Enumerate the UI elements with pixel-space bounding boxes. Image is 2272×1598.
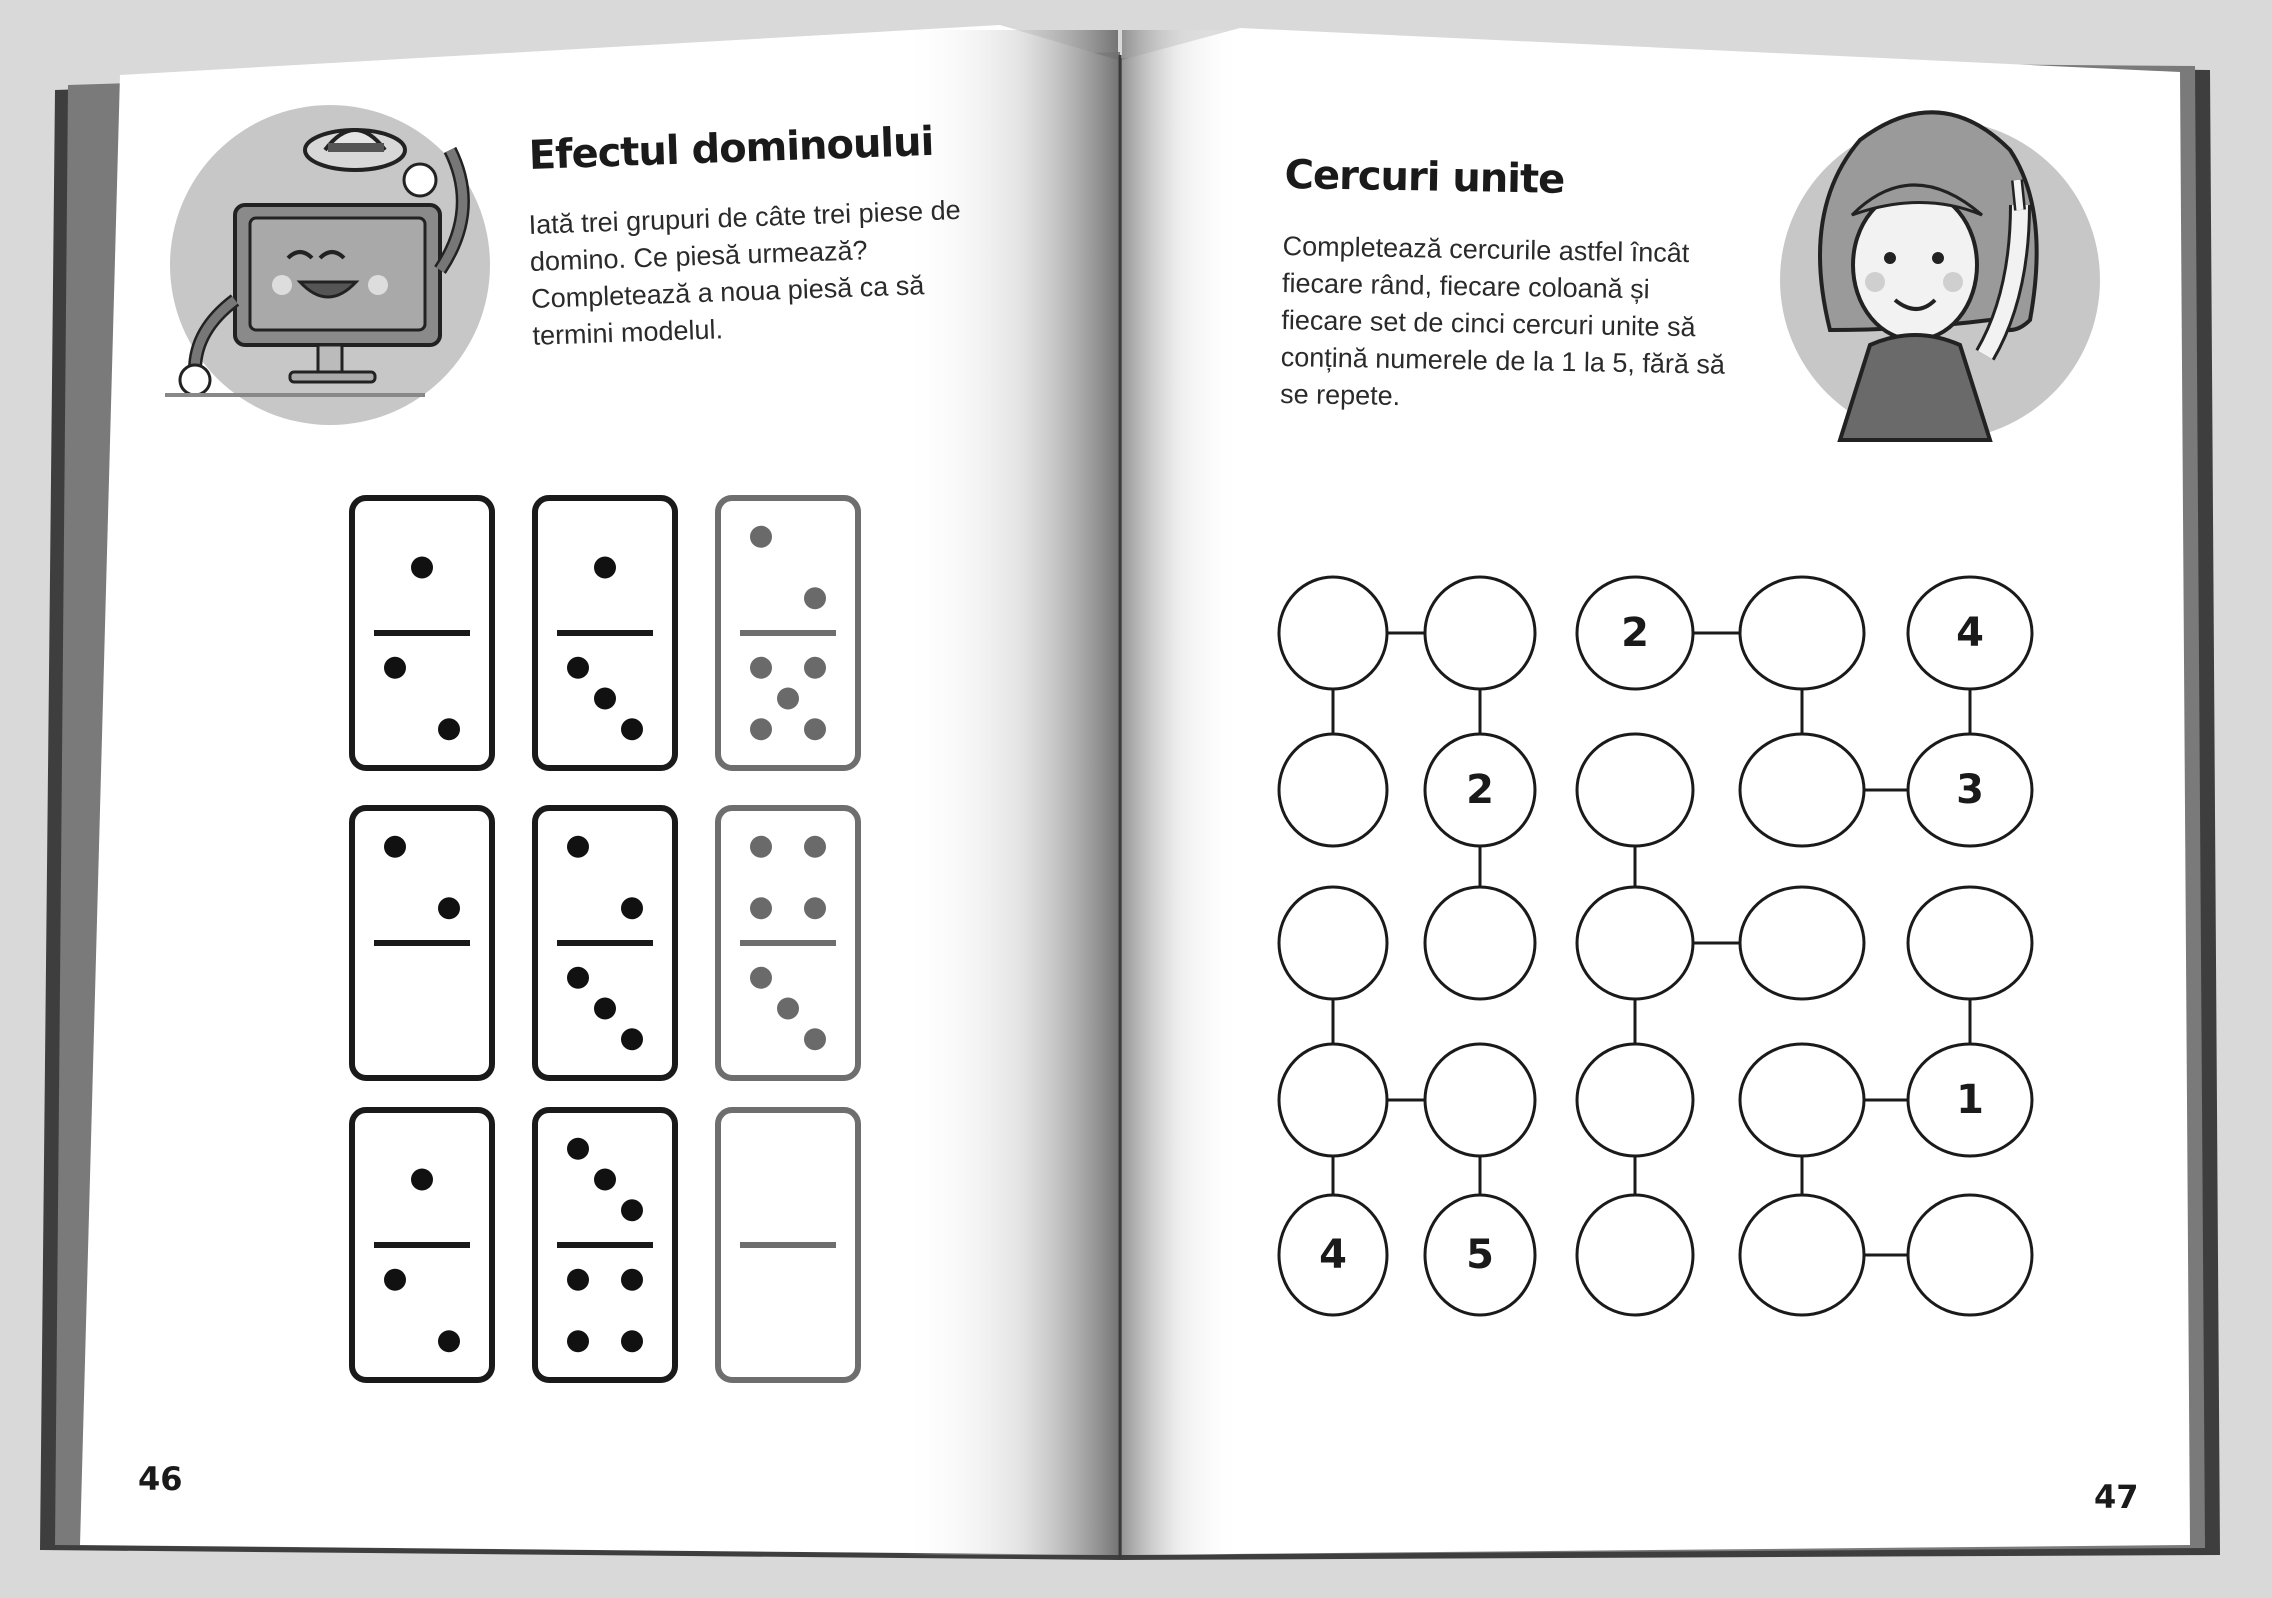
domino-pip: [777, 998, 799, 1020]
puzzle-circle[interactable]: [1740, 577, 1864, 689]
puzzle-circle[interactable]: [1577, 734, 1693, 846]
domino-pip: [750, 967, 772, 989]
domino-pip: [621, 1269, 643, 1291]
domino-pip: [804, 587, 826, 609]
domino-pip: [384, 836, 406, 858]
domino-pip: [567, 1330, 589, 1352]
domino-pip: [621, 718, 643, 740]
puzzle-circle[interactable]: [1425, 577, 1535, 689]
puzzle-circle[interactable]: [1577, 1044, 1693, 1156]
domino-pip: [567, 967, 589, 989]
domino-pip: [438, 897, 460, 919]
domino-pip: [594, 998, 616, 1020]
puzzle-circle[interactable]: [1908, 887, 2032, 999]
domino-pip: [804, 718, 826, 740]
left-page-instructions: Iată trei grupuri de câte trei piese de domino. Ce piesă urmează? Completează a noua piesă ca să termini modelul.: [528, 194, 962, 351]
domino-pip: [384, 1269, 406, 1291]
domino-pip: [567, 836, 589, 858]
left-page-number: 46: [138, 1460, 183, 1498]
puzzle-circle[interactable]: [1279, 577, 1387, 689]
domino-pip: [804, 657, 826, 679]
domino-piece: [718, 498, 858, 768]
domino-piece: [535, 498, 675, 768]
puzzle-circle[interactable]: [1577, 1195, 1693, 1315]
circle-number: 2: [1621, 610, 1649, 656]
puzzle-circle[interactable]: [1908, 1195, 2032, 1315]
domino-piece: [352, 1110, 492, 1380]
circle-number: 5: [1466, 1232, 1494, 1278]
domino-piece: [535, 1110, 675, 1380]
domino-pip: [438, 1330, 460, 1352]
domino-pip: [750, 836, 772, 858]
domino-pip: [621, 897, 643, 919]
domino-pip: [567, 657, 589, 679]
domino-pip: [750, 657, 772, 679]
domino-pip: [567, 1269, 589, 1291]
puzzle-circle[interactable]: [1425, 887, 1535, 999]
domino-piece: [718, 808, 858, 1078]
domino-pip: [621, 1330, 643, 1352]
domino-pip: [777, 688, 799, 710]
puzzle-circle[interactable]: [1577, 887, 1693, 999]
domino-pip: [621, 1028, 643, 1050]
domino-piece: [352, 808, 492, 1078]
puzzle-circle[interactable]: [1740, 1044, 1864, 1156]
domino-pip: [750, 897, 772, 919]
domino-grid: [352, 498, 858, 1380]
puzzle-circle[interactable]: [1740, 887, 1864, 999]
circle-number: 2: [1466, 767, 1494, 813]
domino-piece: [352, 498, 492, 768]
puzzle-circle[interactable]: [1279, 1044, 1387, 1156]
puzzle-circle[interactable]: [1279, 734, 1387, 846]
domino-pip: [384, 657, 406, 679]
domino-piece[interactable]: [718, 1110, 858, 1380]
domino-pip: [438, 718, 460, 740]
domino-pip: [594, 1169, 616, 1191]
domino-pip: [567, 1138, 589, 1160]
domino-piece: [535, 808, 675, 1078]
puzzle-circle[interactable]: [1425, 1044, 1535, 1156]
circle-number: 3: [1956, 767, 1984, 813]
right-page-number: 47: [2094, 1478, 2139, 1516]
domino-pip: [804, 897, 826, 919]
domino-pip: [750, 718, 772, 740]
domino-pip: [621, 1199, 643, 1221]
right-page-instructions: Completează cercurile astfel încât fiecare rând, fiecare coloană și fiecare set de cinci cercuri unite să conțină numerele de la 1 la 5, fără să se repete.: [1279, 230, 1726, 412]
domino-pip: [594, 557, 616, 579]
domino-pip: [750, 526, 772, 548]
circle-number: 4: [1319, 1232, 1347, 1278]
domino-pip: [804, 836, 826, 858]
puzzle-circle[interactable]: [1740, 1195, 1864, 1315]
domino-pip: [594, 688, 616, 710]
circle-number: 1: [1956, 1077, 1984, 1123]
left-page-title: Efectul dominoului: [528, 118, 934, 179]
puzzle-circle[interactable]: [1279, 887, 1387, 999]
circle-number: 4: [1956, 610, 1984, 656]
domino-pip: [411, 1169, 433, 1191]
domino-pip: [804, 1028, 826, 1050]
puzzle-circle[interactable]: [1740, 734, 1864, 846]
right-page-title: Cercuri unite: [1284, 152, 1565, 203]
domino-pip: [411, 557, 433, 579]
